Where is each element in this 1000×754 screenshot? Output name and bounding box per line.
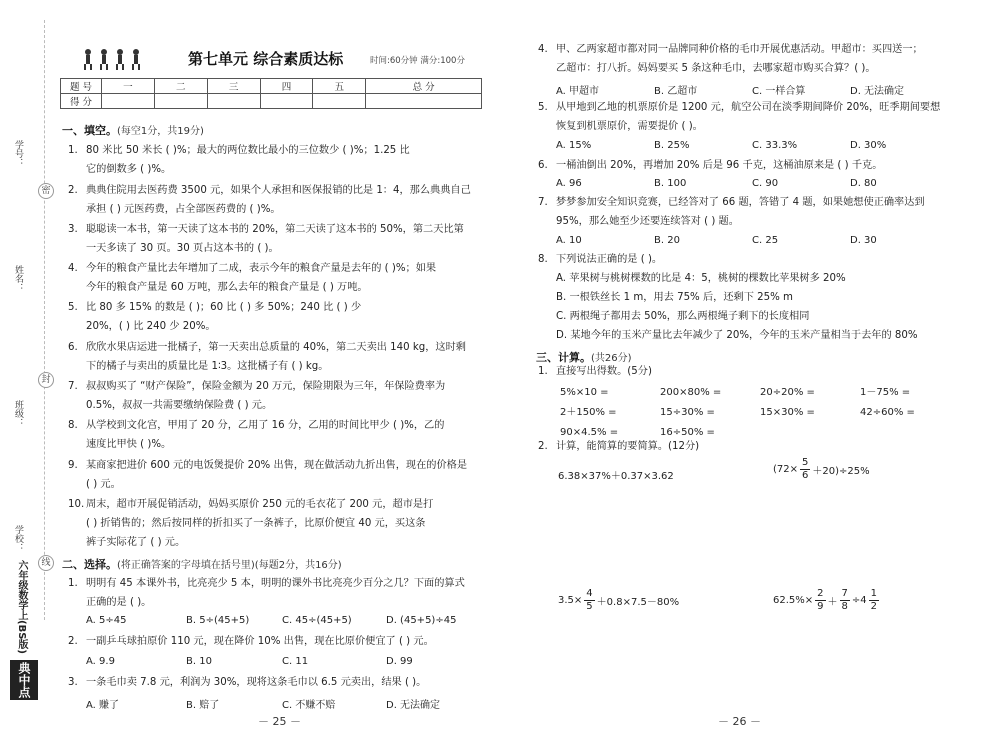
fill-question-8 — [68, 416, 488, 454]
question-text: 聪聪读一本书，第一天读了这本书的 20%，第二天读了这本书的 50%，第二天比第 — [86, 224, 464, 235]
question-number: 5. — [538, 102, 548, 113]
question-text: 80 米比 50 米长 ( )%；最大的两位数比最小的三位数少 ( )%；1.25 比 — [86, 145, 410, 156]
option-c[interactable]: C. 45÷(45+5) — [282, 615, 352, 626]
mental-math-item: 15÷30% = — [660, 407, 715, 418]
question-text: 直接写出得数。(5分) — [556, 366, 652, 377]
mental-math-item: 15×30% = — [760, 407, 815, 418]
question-number: 10. — [68, 499, 85, 510]
fraction — [869, 588, 879, 613]
option-a[interactable]: A. 苹果树与桃树棵数的比是 4：5，桃树的棵数比苹果树多 20% — [556, 273, 846, 284]
question-text: 一副乒乓球拍原价 110 元，现在降价 10% 出售，现在比原价便宜了 ( ) 元。 — [86, 636, 434, 647]
question-number: 9. — [68, 460, 78, 471]
score-input-cell[interactable] — [313, 94, 366, 109]
question-text: 速度比甲快 ( )%。 — [86, 439, 172, 450]
question-text: 承担 ( ) 元医药费，占全部医药费的 ( )%。 — [86, 204, 281, 215]
score-input-cell[interactable] — [366, 94, 482, 109]
question-text: ( ) 折销售的；然后按同样的折扣买了一条裤子，比原价便宜 40 元，买这条 — [86, 518, 426, 529]
choice-options-2 — [86, 656, 486, 667]
question-number: 7. — [538, 197, 548, 208]
question-text: 某商家把进价 600 元的电饭煲提价 20% 出售，现在做活动九折出售，现在的价格是 — [86, 460, 468, 471]
option-d[interactable]: D. (45+5)÷45 — [386, 615, 457, 626]
question-text: 计算，能简算的要简算。(12分) — [556, 441, 700, 452]
page-number: － 26 － — [718, 715, 761, 728]
mental-math-item: 1－75% = — [860, 387, 911, 398]
question-number: 2. — [538, 441, 548, 452]
choice-options-7 — [556, 235, 948, 246]
choice-question-3 — [68, 673, 488, 692]
question-text: 明明有 45 本课外书，比亮亮少 5 本，明明的课外书比亮亮少百分之几？下面的算式 — [86, 578, 465, 589]
name-label: 姓名： — [13, 265, 23, 292]
mental-math-item: 20÷20% = — [760, 387, 815, 398]
option-b[interactable]: B. 10 — [186, 656, 212, 667]
question-text: 它的倒数多 ( )%。 — [86, 164, 172, 175]
expr-part: 3.5× — [558, 595, 583, 606]
question-number: 7. — [68, 381, 78, 392]
question-number: 4. — [68, 263, 78, 274]
table-cell: 三 — [207, 79, 260, 94]
option-c[interactable]: C. 33.3% — [752, 140, 798, 151]
fraction-denominator: 2 — [870, 601, 878, 612]
option-a[interactable]: A. 10 — [556, 235, 582, 246]
question-text: 从甲地到乙地的机票原价是 1200 元，航空公司在淡季期间降价 20%，旺季期间要想 — [556, 102, 941, 113]
option-a[interactable]: A. 15% — [556, 140, 592, 151]
question-number: 1. — [68, 145, 78, 156]
question-text: 95%，那么她至少还要连续答对 ( ) 题。 — [556, 216, 739, 227]
question-number: 8. — [68, 420, 78, 431]
question-number: 8. — [538, 254, 548, 265]
choice-question-5 — [538, 98, 978, 136]
question-number: 6. — [538, 160, 548, 171]
expr-part: 62.5%× — [773, 595, 814, 606]
option-a[interactable]: A. 9.9 — [86, 656, 115, 667]
expr-part: ＋0.8×7.5－80% — [596, 597, 680, 608]
question-text: 欣欣水果店运进一批橘子，第一天卖出总质量的 40%，第二天卖出 140 kg，这时剩 — [86, 342, 466, 353]
fraction-denominator: 6 — [802, 470, 809, 481]
score-table — [60, 78, 482, 109]
brand-logo: 典中点 — [10, 660, 38, 700]
question-number: 2. — [68, 636, 78, 647]
option-d[interactable]: D. 某地今年的玉米产量比去年减少了 20%，今年的玉米产量相当于去年的 80% — [556, 330, 918, 341]
option-b[interactable]: B. 100 — [654, 178, 687, 189]
option-b[interactable]: B. 20 — [654, 235, 680, 246]
fraction-numerator: 4 — [586, 588, 593, 599]
fraction — [800, 457, 810, 482]
fill-question-3 — [68, 220, 488, 258]
choice-question-4 — [538, 40, 978, 78]
choice-options-5 — [556, 140, 948, 151]
choice-question-8 — [538, 250, 978, 345]
fill-question-9 — [68, 456, 488, 494]
fill-question-5 — [68, 298, 488, 336]
seal-feng: 封 — [38, 372, 54, 388]
choice-question-2 — [68, 632, 488, 651]
mental-math-item: 5%×10 = — [560, 387, 609, 398]
page-number: － 25 － — [258, 715, 301, 728]
mental-math-grid — [560, 383, 960, 443]
fill-question-1 — [68, 141, 488, 179]
expr-part: ÷4 — [851, 595, 867, 606]
fill-question-4 — [68, 259, 488, 297]
fraction-numerator: 2 — [817, 588, 824, 599]
expr-part: (72× — [773, 464, 799, 475]
choice-options-1 — [86, 615, 486, 626]
class-label: 班级： — [13, 400, 23, 427]
expression-4 — [773, 588, 881, 613]
fraction-denominator: 9 — [817, 601, 824, 612]
question-text: 正确的是 ( )。 — [86, 597, 152, 608]
unit-title: 第七单元 综合素质达标 — [188, 50, 344, 68]
table-cell: 题 号 — [61, 79, 102, 94]
mental-math-item: 2＋150% = — [560, 407, 617, 418]
question-number: 2. — [68, 185, 78, 196]
question-number: 5. — [68, 302, 78, 313]
cut-line — [44, 20, 45, 620]
score-input-cell[interactable] — [207, 94, 260, 109]
question-text: 0.5%，叔叔一共需要缴纳保险费 ( ) 元。 — [86, 400, 273, 411]
question-text: 比 80 多 15% 的数是 ( )；60 比 ( ) 多 50%；240 比 ( ) 少 — [86, 302, 362, 313]
option-b[interactable]: B. 乙超市 — [654, 86, 698, 97]
fill-question-2 — [68, 181, 488, 219]
mental-math-item: 42÷60% = — [860, 407, 915, 418]
question-text: 今年的粮食产量比去年增加了二成，表示今年的粮食产量是去年的 ( )%；如果 — [86, 263, 437, 274]
seal-xian: 线 — [38, 555, 54, 571]
score-input-cell[interactable] — [154, 94, 207, 109]
option-b[interactable]: B. 一根铁丝长 1 m，用去 75% 后，还剩下 25% m — [556, 292, 793, 303]
option-c[interactable]: C. 一样合算 — [752, 86, 806, 97]
question-text: 20%，( ) 比 240 少 20%。 — [86, 321, 216, 332]
fill-question-10 — [68, 495, 488, 552]
table-cell: 五 — [313, 79, 366, 94]
fill-question-6 — [68, 338, 488, 376]
option-d[interactable]: D. 无法确定 — [386, 700, 441, 711]
question-text: 周末，超市开展促销活动，妈妈买原价 250 元的毛衣花了 200 元，超市是打 — [86, 499, 434, 510]
option-d[interactable]: D. 99 — [386, 656, 413, 667]
section-heading: 二、选择。 — [62, 558, 117, 571]
expression-2 — [773, 457, 870, 482]
option-b[interactable]: B. 5÷(45+5) — [186, 615, 250, 626]
expr-part: ＋ — [827, 597, 838, 608]
question-text: 一条毛巾卖 7.8 元，利润为 30%，现将这条毛巾以 6.5 元卖出，结果 ( )。 — [86, 677, 427, 688]
seal-mi: 密 — [38, 183, 54, 199]
mental-math-item: 200×80% = — [660, 387, 722, 398]
option-d[interactable]: D. 30% — [850, 140, 887, 151]
calc-question-2 — [538, 437, 978, 456]
option-c[interactable]: C. 两根绳子都用去 50%，那么两根绳子剩下的长度相同 — [556, 311, 810, 322]
question-text: 下的橘子与卖出的质量比是 1∶3。这批橘子有 ( ) kg。 — [86, 361, 329, 372]
score-table-header-row — [61, 79, 482, 94]
fraction-denominator: 8 — [841, 601, 848, 612]
fill-question-7 — [68, 377, 488, 415]
option-b[interactable]: B. 赔了 — [186, 700, 220, 711]
question-number: 1. — [538, 366, 548, 377]
table-cell: 总 分 — [366, 79, 482, 94]
question-text: 从学校到文化宫，甲用了 20 分，乙用了 16 分，乙用的时间比甲少 ( )%，乙的 — [86, 420, 445, 431]
question-text: 甲、乙两家超市都对同一品牌同种价格的毛巾开展优惠活动。甲超市：买四送一； — [556, 44, 923, 55]
option-c[interactable]: C. 25 — [752, 235, 779, 246]
option-b[interactable]: B. 25% — [654, 140, 690, 151]
table-cell: 一 — [102, 79, 155, 94]
calc-question-1 — [538, 362, 978, 381]
section-note: (将正确答案的字母填在括号里)(每题2分，共16分) — [117, 560, 342, 571]
option-a[interactable]: A. 5÷45 — [86, 615, 127, 626]
question-text: 乙超市：打八折。妈妈要买 5 条这种毛巾，去哪家超市购买合算？( )。 — [556, 63, 876, 74]
question-text: 恢复到机票原价，需要提价 ( )。 — [556, 121, 703, 132]
question-text: 一天多读了 30 页。30 页占这本书的 ( )。 — [86, 243, 279, 254]
question-number: 4. — [538, 44, 548, 55]
question-text: 叔叔购买了 “财产保险”，保险金额为 20 万元，保险期限为三年，年保险费率为 — [86, 381, 446, 392]
book-title: 六年级数学上(BS版) — [16, 560, 27, 654]
mental-math-item: 90×4.5% = — [560, 427, 619, 438]
score-input-cell[interactable] — [102, 94, 155, 109]
question-text: 一桶油倒出 20%，再增加 20% 后是 96 千克，这桶油原来是 ( ) 千克。 — [556, 160, 883, 171]
fraction-denominator: 5 — [586, 601, 593, 612]
choice-question-6 — [538, 156, 978, 175]
section-fill-title — [62, 122, 204, 138]
expression-1: 6.38×37%＋0.37×3.62 — [558, 471, 674, 482]
student-number-label: 学号： — [13, 140, 23, 167]
school-label: 学校： — [13, 525, 23, 552]
choice-options-4 — [556, 82, 948, 97]
time-score-meta: 时间:60分钟 满分:100分 — [370, 56, 465, 66]
choice-options-6 — [556, 178, 948, 189]
table-cell: 得 分 — [61, 94, 102, 109]
section-heading: 三、计算。 — [536, 351, 591, 364]
option-d[interactable]: D. 80 — [850, 178, 877, 189]
score-table-score-row — [61, 94, 482, 109]
question-text: 今年的粮食产量是 60 万吨，那么去年的粮食产量是 ( ) 万吨。 — [86, 282, 368, 293]
section-heading: 一、填空。 — [62, 124, 117, 137]
binding-gutter — [0, 0, 58, 754]
expression-3 — [558, 588, 679, 613]
expr-part: ＋20)÷25% — [812, 466, 870, 477]
fraction-numerator: 1 — [870, 588, 878, 599]
table-cell: 四 — [260, 79, 313, 94]
option-d[interactable]: D. 30 — [850, 235, 877, 246]
fraction — [584, 588, 594, 613]
option-c[interactable]: C. 11 — [282, 656, 309, 667]
option-c[interactable]: C. 不赚不赔 — [282, 700, 336, 711]
option-a[interactable]: A. 96 — [556, 178, 582, 189]
mental-math-item: 16÷50% = — [660, 427, 715, 438]
question-text: 梦梦参加安全知识竞赛，已经答对了 66 题，答错了 4 题，如果她想使正确率达到 — [556, 197, 925, 208]
section-note: (共26分) — [591, 353, 632, 364]
question-text: ( ) 元。 — [86, 479, 121, 490]
fraction-numerator: 5 — [802, 457, 809, 468]
choice-options-3 — [86, 696, 486, 711]
table-cell: 二 — [154, 79, 207, 94]
children-decoration-icon — [80, 47, 150, 71]
choice-question-1 — [68, 574, 488, 612]
question-text: 裤子实际花了 ( ) 元。 — [86, 537, 186, 548]
section-choice-title — [62, 556, 342, 572]
fraction-numerator: 7 — [841, 588, 848, 599]
mental-math-row — [560, 383, 960, 403]
question-number: 3. — [68, 224, 78, 235]
option-d[interactable]: D. 无法确定 — [850, 86, 905, 97]
question-number: 3. — [68, 677, 78, 688]
option-a[interactable]: A. 赚了 — [86, 700, 120, 711]
question-text: 典典住院用去医药费 3500 元，如果个人承担和医保报销的比是 1：4，那么典典自己 — [86, 185, 471, 196]
question-text: 下列说法正确的是 ( )。 — [556, 254, 663, 265]
section-note: (每空1分，共19分) — [117, 126, 204, 137]
question-number: 1. — [68, 578, 78, 589]
question-number: 6. — [68, 342, 78, 353]
mental-math-row — [560, 403, 960, 423]
fraction — [815, 588, 825, 613]
fraction — [840, 588, 850, 613]
option-c[interactable]: C. 90 — [752, 178, 779, 189]
option-a[interactable]: A. 甲超市 — [556, 86, 600, 97]
score-input-cell[interactable] — [260, 94, 313, 109]
choice-question-7 — [538, 193, 978, 231]
